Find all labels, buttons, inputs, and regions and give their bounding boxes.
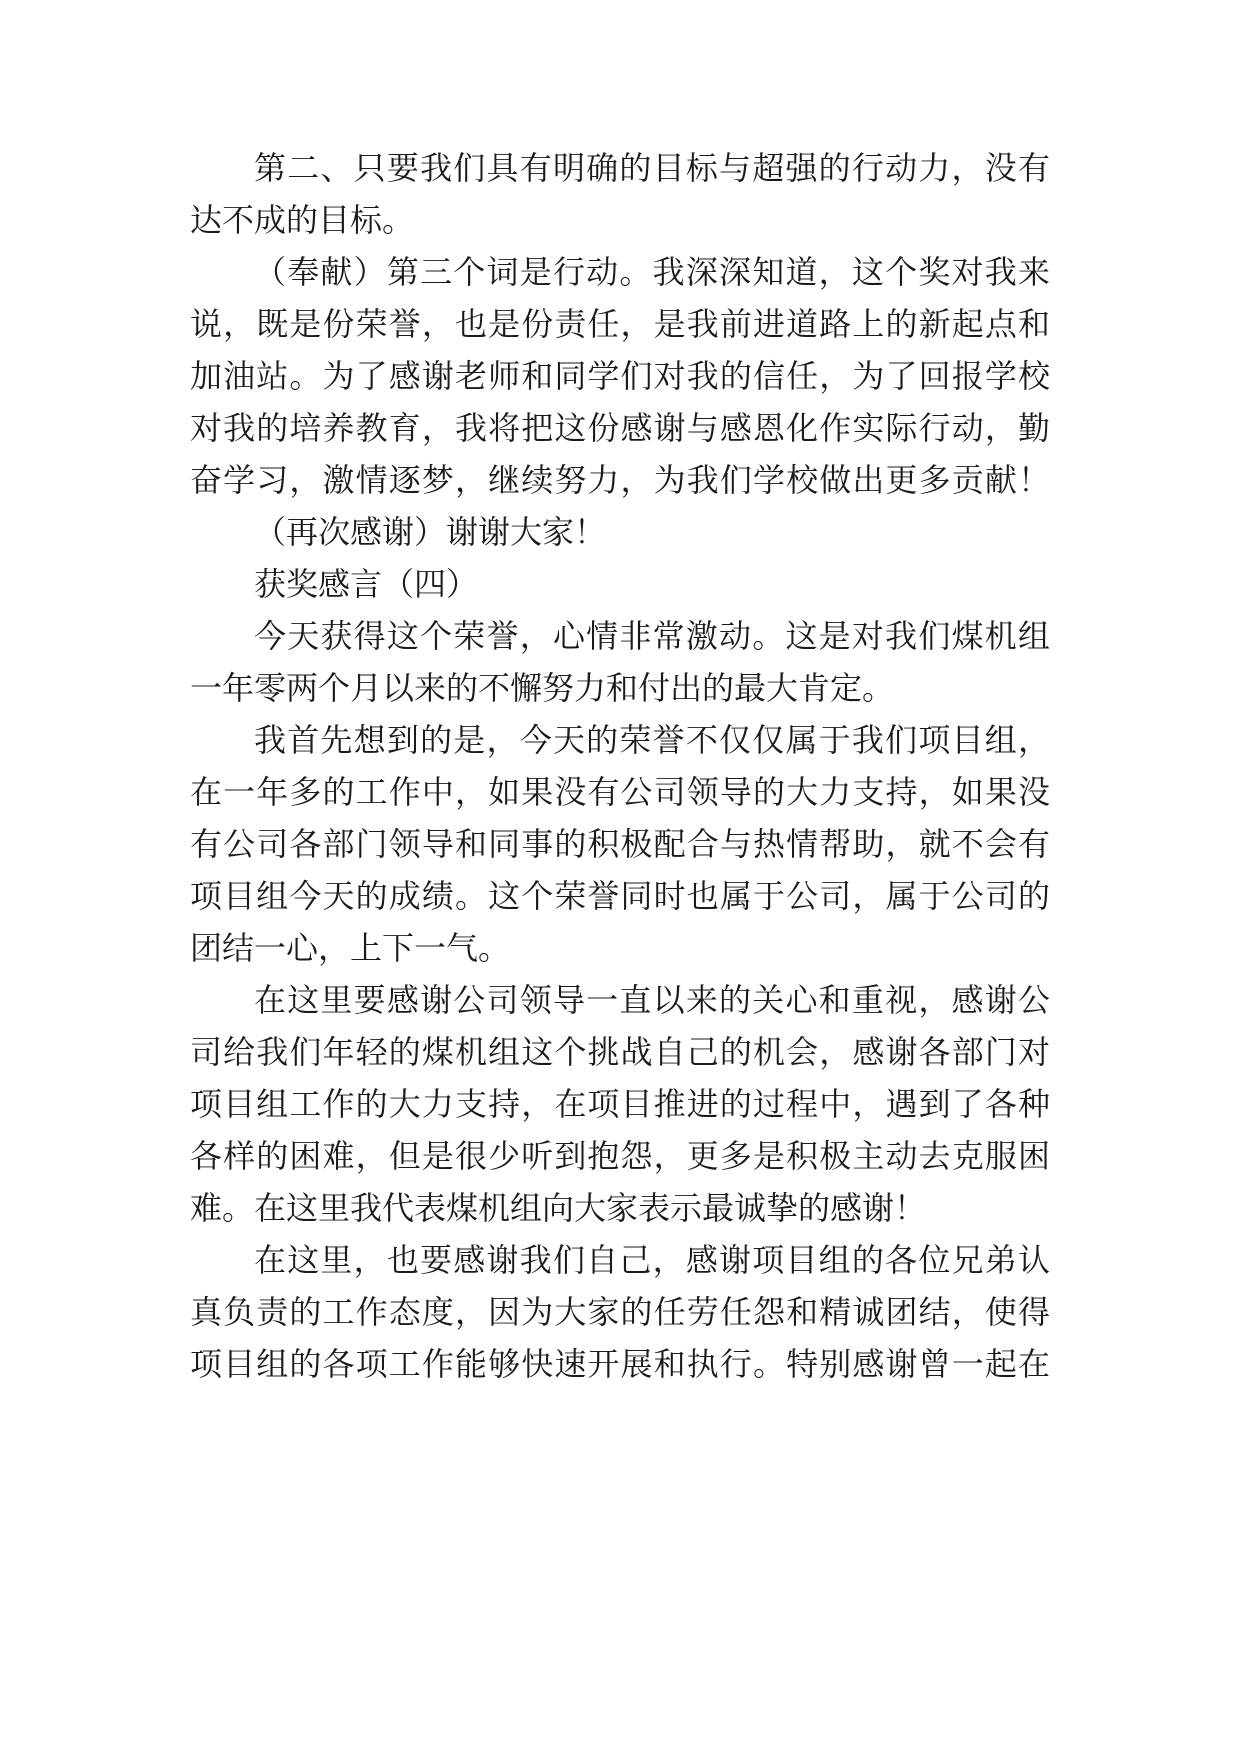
text-line: 加油站。为了感谢老师和同学们对我的信任，为了回报学校 xyxy=(190,357,1050,395)
text-line: 司给我们年轻的煤机组这个挑战自己的机会，感谢各部门对 xyxy=(190,1033,1050,1071)
text-line: 团结一心，上下一气。 xyxy=(190,929,511,967)
text-line: 各样的困难，但是很少听到抱怨，更多是积极主动去克服困 xyxy=(190,1137,1050,1175)
text-line: 今天获得这个荣誉，心情非常激动。这是对我们煤机组 xyxy=(254,617,1050,655)
section-heading: 获奖感言（四） xyxy=(254,565,479,603)
text-line: （再次感谢）谢谢大家！ xyxy=(254,513,607,551)
text-line: 第二、只要我们具有明确的目标与超强的行动力，没有 xyxy=(254,149,1050,187)
text-line: 对我的培养教育，我将把这份感谢与感恩化作实际行动，勤 xyxy=(190,409,1050,447)
text-line: 在这里，也要感谢我们自己，感谢项目组的各位兄弟认 xyxy=(254,1241,1050,1279)
text-line: 达不成的目标。 xyxy=(190,201,415,239)
text-line: 真负责的工作态度，因为大家的任劳任怨和精诚团结，使得 xyxy=(190,1293,1050,1331)
text-line: 我首先想到的是，今天的荣誉不仅仅属于我们项目组， xyxy=(254,721,1050,759)
text-line: 一年零两个月以来的不懈努力和付出的最大肯定。 xyxy=(190,669,895,707)
text-line: 项目组今天的成绩。这个荣誉同时也属于公司，属于公司的 xyxy=(190,877,1050,915)
text-line: （奉献）第三个词是行动。我深深知道，这个奖对我来 xyxy=(254,253,1050,291)
text-line: 有公司各部门领导和同事的积极配合与热情帮助，就不会有 xyxy=(190,825,1050,863)
text-line: 项目组的各项工作能够快速开展和执行。特别感谢曾一起在 xyxy=(190,1345,1050,1383)
text-line: 在这里要感谢公司领导一直以来的关心和重视，感谢公 xyxy=(254,981,1050,1019)
text-line: 说，既是份荣誉，也是份责任，是我前进道路上的新起点和 xyxy=(190,305,1050,343)
text-line: 难。在这里我代表煤机组向大家表示最诚挚的感谢！ xyxy=(190,1189,927,1227)
text-line: 奋学习，激情逐梦，继续努力，为我们学校做出更多贡献！ xyxy=(190,461,1050,499)
text-line: 在一年多的工作中，如果没有公司领导的大力支持，如果没 xyxy=(190,773,1050,811)
text-line: 项目组工作的大力支持，在项目推进的过程中，遇到了各种 xyxy=(190,1085,1050,1123)
